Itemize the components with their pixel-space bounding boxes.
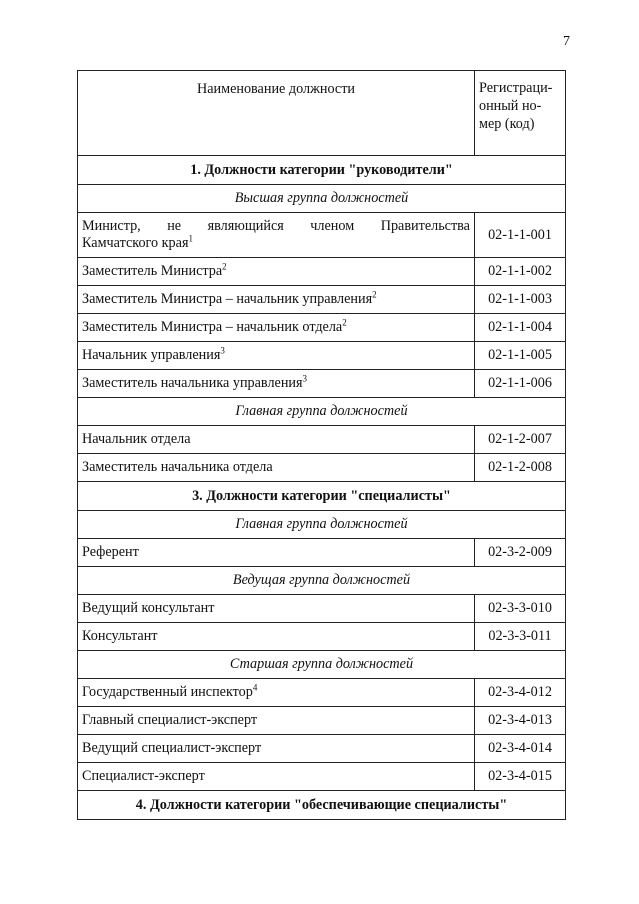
table-header [78,71,566,156]
position-code: 02-1-1-006 [475,370,566,398]
position-code: 02-3-2-009 [475,539,566,567]
category-title: 4. Должности категории "обеспечивающие специалисты" [78,791,566,820]
position-code: 02-3-3-010 [475,595,566,623]
category-title: 1. Должности категории "руководители" [78,156,566,185]
position-name-line: Камчатского края$^1$ [82,233,193,251]
header-code-line: мер (код) [479,116,535,132]
word: Правительства [380,218,470,234]
group-row [78,567,566,595]
position-code: 02-3-4-015 [475,763,566,791]
word: членом [310,218,355,234]
group-row [78,185,566,213]
page-number: 7 [563,34,570,49]
category-row [78,791,566,820]
word: не [167,218,182,234]
word: Министр, [82,218,141,234]
position-name: Консультант [78,623,475,651]
position-name: Заместитель Министра$^2$ [78,258,475,286]
table-row [78,213,566,258]
footnote-mark: 4 [252,682,258,693]
table-row [78,763,566,791]
footnote-mark: 1 [188,233,193,244]
table-row [78,314,566,342]
table-row [78,426,566,454]
position-code: 02-1-1-005 [475,342,566,370]
position-name: Заместитель Министра – начальник управления$^2$ [78,286,475,314]
position-name: Заместитель начальника управления$^3$ [78,370,475,398]
table-row [78,370,566,398]
position-name: Государственный инспектор$^4$ [78,679,475,707]
category-title: 3. Должности категории "специалисты" [78,482,566,511]
table-row [78,595,566,623]
word: являющийся [207,218,284,234]
position-name-line [82,218,470,235]
group-title: Высшая группа должностей [78,185,566,213]
group-title: Старшая группа должностей [78,651,566,679]
footnote-mark: 3 [220,345,225,356]
position-name: Специалист-эксперт [78,763,475,791]
group-title: Главная группа должностей [78,398,566,426]
position-code: 02-1-1-001 [475,213,566,258]
category-row [78,482,566,511]
table-row [78,286,566,314]
table-row [78,679,566,707]
position-code: 02-3-4-014 [475,735,566,763]
position-code: 02-3-3-011 [475,623,566,651]
position-code: 02-3-4-012 [475,679,566,707]
position-code: 02-1-1-004 [475,314,566,342]
position-name: Начальник управления$^3$ [78,342,475,370]
position-code: 02-1-2-008 [475,454,566,482]
position-code: 02-1-1-003 [475,286,566,314]
footnote-mark: 2 [342,317,347,328]
position-name: Ведущий консультант [78,595,475,623]
footnote-mark: 2 [372,289,377,300]
header-code-column [475,71,566,156]
position-name: Референт [78,539,475,567]
position-code: 02-1-2-007 [475,426,566,454]
header-code-line: онный но- [479,98,542,114]
footnote-mark: 3 [302,373,308,384]
group-row [78,651,566,679]
position-name [78,213,475,258]
footnote-mark: 2 [222,261,227,272]
position-code: 02-3-4-013 [475,707,566,735]
position-code: 02-1-1-002 [475,258,566,286]
position-name: Заместитель начальника отдела [78,454,475,482]
group-row [78,511,566,539]
group-title: Главная группа должностей [78,511,566,539]
table-row [78,454,566,482]
position-name: Начальник отдела [78,426,475,454]
group-row [78,398,566,426]
header-code-line: Регистраци- [479,80,553,96]
group-title: Ведущая группа должностей [78,567,566,595]
positions-table [77,70,566,820]
table-row [78,735,566,763]
table-row [78,623,566,651]
table-row [78,342,566,370]
position-name: Главный специалист-эксперт [78,707,475,735]
table-row [78,539,566,567]
position-name: Ведущий специалист-эксперт [78,735,475,763]
table-row [78,707,566,735]
category-row [78,156,566,185]
header-name-column: Наименование должности [78,71,475,156]
table-row [78,258,566,286]
position-name: Заместитель Министра – начальник отдела$^2$ [78,314,475,342]
